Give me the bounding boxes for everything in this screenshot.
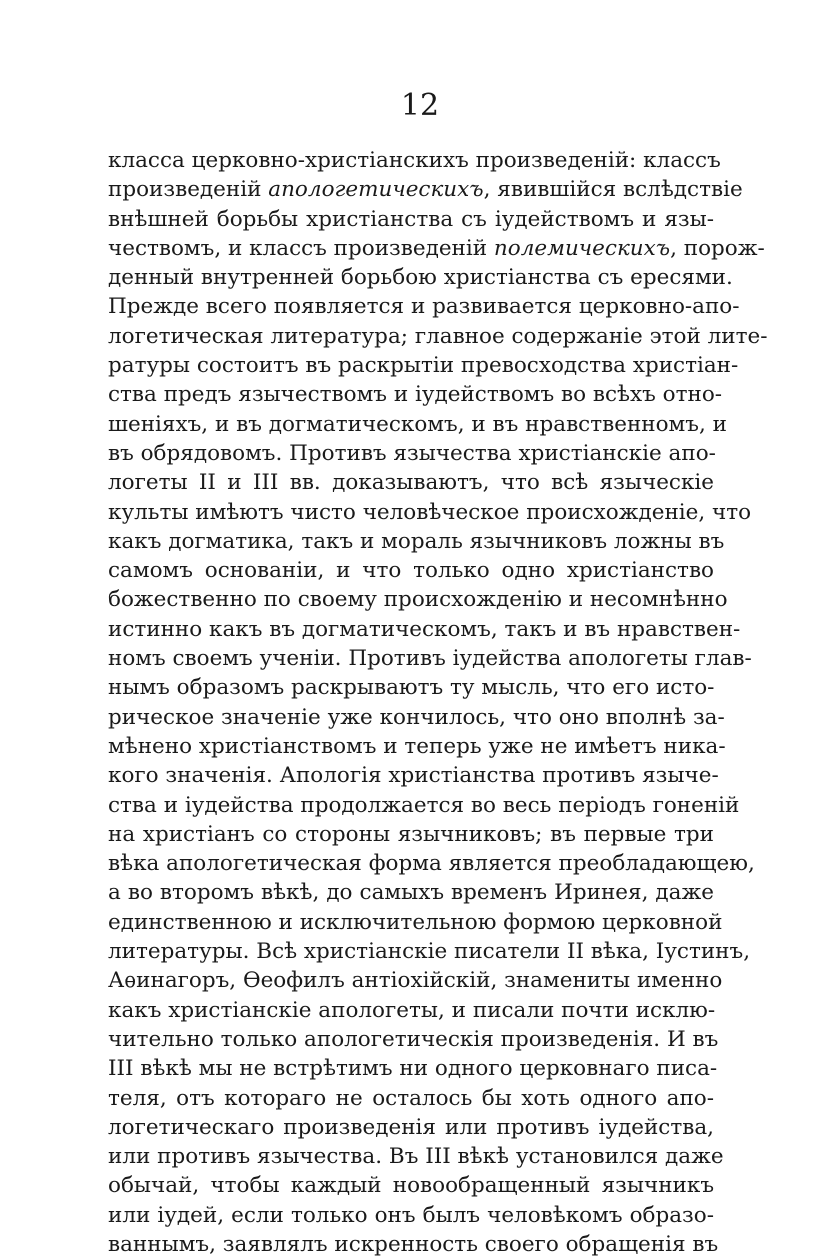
text-line: на христiанъ со стороны язычниковъ; въ первые три (108, 821, 714, 847)
page-number: 12 (400, 88, 440, 123)
text-line: какъ догматика, такъ и мораль язычниковъ ложны въ (108, 528, 725, 554)
text-line: какъ христiанскiе апологеты, и писали почти исклю- (108, 997, 716, 1023)
text-line: кого значенiя. Апологiя христiанства противъ языче- (108, 763, 719, 789)
text-line: а во второмъ вѣкѣ, до самыхъ временъ Иринея, даже (108, 880, 714, 906)
text-line: нымъ образомъ раскрываютъ ту мысль, что его исто- (108, 675, 715, 701)
text-line: ства предъ язычествомъ и iудействомъ во всѣхъ отно- (108, 382, 723, 408)
text-line: логетическая литература; главное содержанiе этой лите- (108, 323, 768, 349)
text-line: внѣшней борьбы христiанства съ iудействомъ и язы- (108, 206, 714, 232)
text-line: Прежде всего появляется и развивается церковно-апо- (108, 294, 740, 320)
body-text (108, 146, 768, 1259)
text-line: вѣка апологетическая форма является преобладающею, (108, 851, 755, 877)
italic-term: апологетическихъ (268, 177, 484, 203)
text-line: единственною и исключительною формою церковной (108, 909, 723, 935)
text-line: Аѳинагоръ, Ѳеофилъ антiохiйскiй, знамениты именно (108, 968, 723, 994)
text-line: или противъ язычества. Въ III вѣкѣ установился даже (108, 1144, 724, 1170)
text-line (108, 175, 743, 204)
text-line: истинно какъ въ догматическомъ, такъ и въ нравствен- (108, 616, 741, 642)
text-segment: произведенiй (108, 177, 269, 203)
text-line: рическое значенiе уже кончилось, что оно вполнѣ за- (108, 704, 725, 730)
text-segment: , порож- (670, 235, 765, 261)
text-line: логетическаго произведенiя или противъ iудейства, (108, 1114, 714, 1140)
text-line: божественно по своему происхожденiю и несомнѣнно (108, 587, 728, 613)
text-line: или iудей, если только онъ былъ человѣкомъ образо- (108, 1202, 714, 1228)
text-line: ваннымъ, заявлялъ искренность своего обращенiя въ (108, 1231, 719, 1257)
text-line: ратуры состоитъ въ раскрытiи превосходства христiан- (108, 353, 739, 379)
text-segment: чествомъ, и классъ произведенiй (108, 235, 494, 261)
text-line: литературы. Всѣ христiанскiе писатели II вѣка, Iустинъ, (108, 939, 751, 965)
text-line: номъ своемъ ученiи. Противъ iудейства апологеты глав- (108, 646, 752, 672)
text-line: обычай, чтобы каждый новообращенный язычникъ (108, 1173, 714, 1199)
text-line: мѣнено христiанствомъ и теперь уже не имѣетъ ника- (108, 733, 726, 759)
text-line: III вѣкѣ мы не встрѣтимъ ни одного церковнаго писа- (108, 1056, 718, 1082)
text-line: ства и iудейства продолжается во весь перiодъ гоненiй (108, 792, 740, 818)
text-line: класса церковно-христiанскихъ произведенiй: классъ (108, 148, 721, 173)
text-segment: , явившiйся вслѣдствiе (483, 177, 743, 203)
text-line: чительно только апологетическiя произведенiя. И въ (108, 1026, 719, 1052)
text-line (108, 234, 765, 263)
text-line: логеты II и III вв. доказываютъ, что всѣ языческiе (108, 470, 714, 496)
text-line: самомъ основанiи, и что только одно христiанство (108, 558, 714, 584)
text-line: теля, отъ котораго не осталось бы хоть одного апо- (108, 1085, 714, 1111)
text-line: въ обрядовомъ. Противъ язычества христiанскiе апо- (108, 440, 716, 466)
text-line: шенiяхъ, и въ догматическомъ, и въ нравственномъ, и (108, 411, 727, 437)
italic-term: полемическихъ (493, 235, 671, 261)
text-line: культы имѣютъ чисто человѣческое происхожденiе, что (108, 499, 752, 525)
text-line: денный внутренней борьбою христiанства съ ересями. (108, 265, 733, 291)
